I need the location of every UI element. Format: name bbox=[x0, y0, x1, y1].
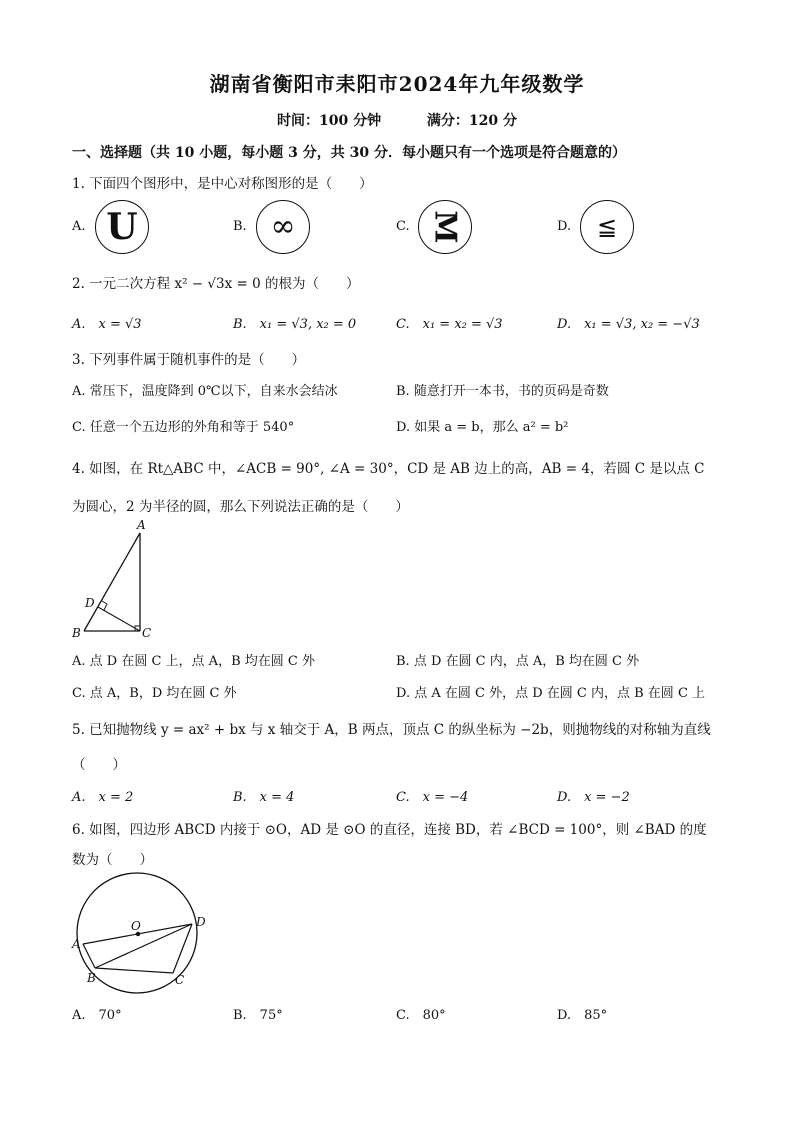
full-score: 满分：120 分 bbox=[426, 113, 517, 129]
q3-option-a: A. 常压下，温度降到 0℃以下，自来水会结冰 bbox=[72, 384, 338, 399]
q3-option-d: D. 如果 a = b，那么 a² = b² bbox=[396, 420, 569, 435]
q6-option-a: A. 70° bbox=[72, 1008, 122, 1023]
u-symbol: U bbox=[106, 206, 138, 248]
q6-circle-figure bbox=[65, 870, 215, 995]
q6-option-c: C. 80° bbox=[396, 1008, 446, 1023]
q1-option-a-label: A. bbox=[72, 219, 86, 234]
q6-option-b: B. 75° bbox=[233, 1008, 283, 1023]
label-d: D bbox=[85, 596, 95, 610]
chord-ab bbox=[83, 944, 95, 968]
time-limit: 时间：100 分钟 bbox=[277, 113, 382, 129]
side-ab bbox=[84, 533, 140, 631]
label-b: B bbox=[87, 971, 96, 985]
m-symbol: M bbox=[428, 210, 463, 244]
q3-option-b: B. 随意打开一本书，书的页码是奇数 bbox=[396, 384, 609, 399]
q4-option-a: A. 点 D 在圆 C 上，点 A，B 均在圆 C 外 bbox=[72, 654, 315, 669]
q5-option-c: C. x = −4 bbox=[396, 790, 469, 805]
q1-stem: 1. 下面四个图形中，是中心对称图形的是（ ） bbox=[72, 176, 373, 192]
q1-option-d-label: D. bbox=[557, 219, 572, 234]
q2-option-a: A. x = √3 bbox=[72, 317, 142, 332]
chord-bc bbox=[95, 968, 173, 973]
label-c: C bbox=[175, 973, 185, 987]
infinity-symbol: ∞ bbox=[270, 209, 296, 244]
label-a: A bbox=[137, 518, 146, 532]
label-c: C bbox=[142, 626, 152, 640]
q1-figure-c bbox=[418, 200, 472, 254]
q6-option-d: D. 85° bbox=[557, 1008, 608, 1023]
q4-stem-line1: 4. 如图，在 Rt△ABC 中，∠ACB = 90°, ∠A = 30°，CD 是 AB 边上的高，AB = 4，若圆 C 是以点 C bbox=[72, 461, 705, 477]
q1-figure-b bbox=[256, 200, 310, 254]
section-heading: 一、选择题（共 10 小题，每小题 3 分，共 30 分．每小题只有一个选项是符合题意的） bbox=[72, 145, 626, 161]
q2-option-d: D. x₁ = √3, x₂ = −√3 bbox=[557, 317, 700, 332]
q1-option-c-label: C. bbox=[396, 219, 410, 234]
q4-option-b: B. 点 D 在圆 C 内，点 A，B 均在圆 C 外 bbox=[396, 654, 640, 669]
q5-option-d: D. x = −2 bbox=[557, 790, 630, 805]
q2-option-b: B. x₁ = √3, x₂ = 0 bbox=[233, 317, 357, 332]
q5-option-b: B. x = 4 bbox=[233, 790, 295, 805]
page-title: 湖南省衡阳市耒阳市2024年九年级数学 bbox=[209, 72, 585, 96]
q4-triangle-figure bbox=[60, 515, 170, 645]
q5-option-a: A. x = 2 bbox=[72, 790, 134, 805]
q5-stem-line1: 5. 已知抛物线 y = ax² + bx 与 x 轴交于 A，B 两点，顶点 C 的纵坐标为 −2b，则抛物线的对称轴为直线 bbox=[72, 722, 711, 738]
q6-stem-line2: 数为（ ） bbox=[72, 852, 153, 868]
less-equal-symbol: ≦ bbox=[596, 213, 618, 241]
q2-option-c: C. x₁ = x₂ = √3 bbox=[396, 317, 503, 332]
label-b: B bbox=[72, 626, 81, 640]
q1-figure-d bbox=[580, 200, 634, 254]
q2-stem: 2. 一元二次方程 x² − √3x = 0 的根为（ ） bbox=[72, 276, 360, 292]
q1-option-b-label: B. bbox=[233, 219, 247, 234]
q3-option-c: C. 任意一个五边形的外角和等于 540° bbox=[72, 420, 295, 435]
right-angle-mark-d bbox=[102, 601, 107, 610]
q5-stem-line2: （ ） bbox=[72, 757, 126, 773]
q4-stem-line2: 为圆心，2 为半径的圆，那么下列说法正确的是（ ） bbox=[72, 499, 409, 515]
label-d: D bbox=[196, 915, 206, 929]
q1-figure-a bbox=[95, 200, 149, 254]
q4-option-c: C. 点 A，B，D 均在圆 C 外 bbox=[72, 686, 237, 701]
label-o: O bbox=[131, 919, 141, 933]
q3-stem: 3. 下列事件属于随机事件的是（ ） bbox=[72, 352, 306, 368]
label-a: A bbox=[72, 937, 81, 951]
q6-stem-line1: 6. 如图，四边形 ABCD 内接于 ⊙O，AD 是 ⊙O 的直径，连接 BD，若 ∠BCD = 100°，则 ∠BAD 的度 bbox=[72, 822, 707, 838]
q4-option-d: D. 点 A 在圆 C 外，点 D 在圆 C 内，点 B 在圆 C 上 bbox=[396, 686, 706, 701]
altitude-cd bbox=[98, 607, 140, 631]
exam-info bbox=[0, 110, 794, 130]
